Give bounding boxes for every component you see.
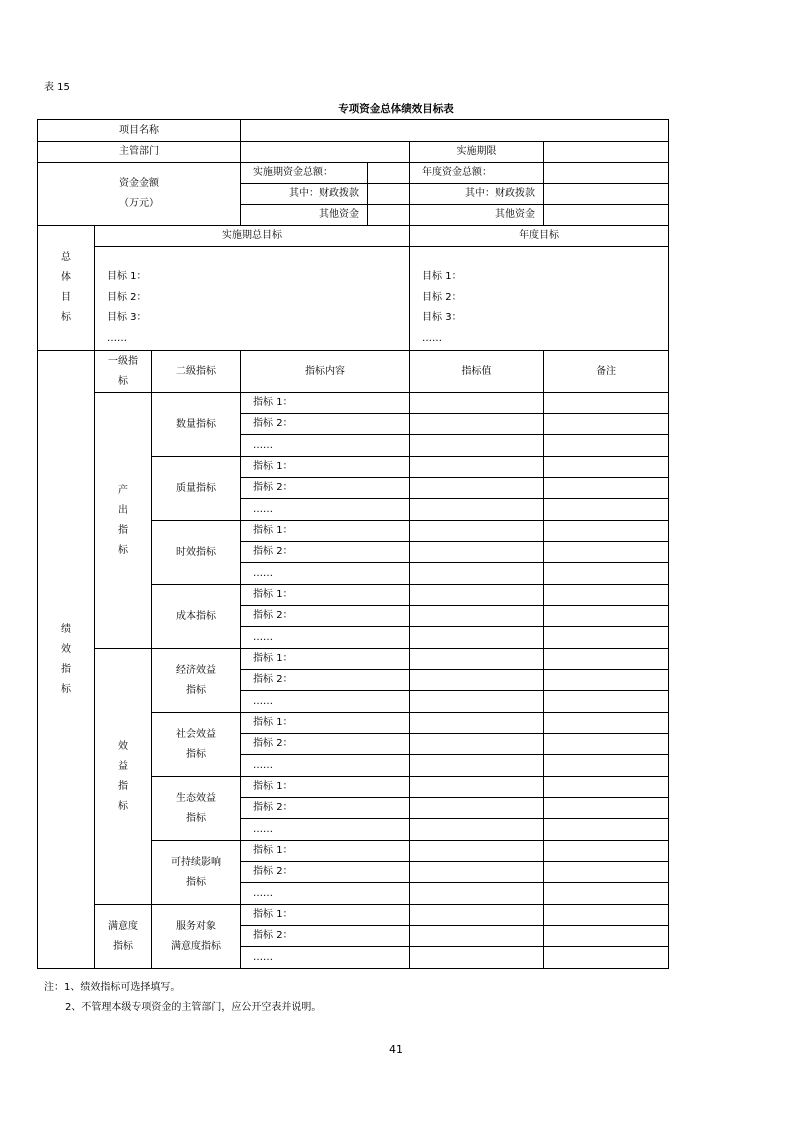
indicator-remark-cell[interactable] [544, 393, 669, 414]
annual-goal-header: 年度目标 [410, 226, 669, 247]
note-1: 注：1、绩效指标可选择填写。 [44, 982, 181, 993]
indicator-content-cell[interactable]: …… [241, 691, 410, 713]
level2-indicator-text: 指标 [186, 748, 207, 760]
indicator-value-cell[interactable] [410, 457, 544, 478]
indicator-value-cell[interactable] [410, 841, 544, 862]
other-value-a[interactable] [368, 205, 410, 226]
indicator-value-cell[interactable] [410, 691, 544, 713]
level2-indicator-cell [152, 457, 241, 521]
level2-indicator-text: 社会效益 [176, 728, 217, 740]
indicator-value-cell[interactable] [410, 670, 544, 691]
overall-char: 标 [61, 312, 71, 323]
indicator-remark-cell[interactable] [544, 627, 669, 649]
indicator-remark-cell[interactable] [544, 905, 669, 926]
indicator-value-cell[interactable] [410, 393, 544, 414]
annual-total-value[interactable] [544, 163, 669, 184]
other-value-b[interactable] [544, 205, 669, 226]
goal-line: 目标 1： [107, 271, 147, 282]
indicator-remark-cell[interactable] [544, 435, 669, 457]
goal-line: 目标 2： [422, 291, 462, 303]
level2-indicator-cell [152, 841, 241, 905]
level2-indicator-cell [152, 777, 241, 841]
indicator-value-cell[interactable] [410, 499, 544, 521]
performance-indicator-label [38, 351, 95, 969]
content-header: 指标内容 [241, 351, 410, 393]
indicator-remark-cell[interactable] [544, 414, 669, 435]
fiscal-label-a: 其中：财政拨款 [241, 184, 368, 205]
indicator-content-cell[interactable]: 指标 1： [241, 521, 410, 542]
level1-indicator-text: 益 [118, 760, 128, 772]
fiscal-value-b[interactable] [544, 184, 669, 205]
table-number: 表 15 [44, 82, 70, 93]
level2-indicator-text: 生态效益 [176, 792, 217, 804]
indicator-row [38, 649, 669, 670]
level1-header [95, 351, 152, 393]
level1-indicator-text: 出 [118, 504, 128, 516]
value-header: 指标值 [410, 351, 544, 393]
indicator-value-cell[interactable] [410, 563, 544, 585]
indicator-content-cell[interactable]: 指标 1： [241, 777, 410, 798]
goal-line: …… [107, 332, 127, 344]
project-name-label: 项目名称 [38, 120, 241, 142]
fiscal-value-a[interactable] [368, 184, 410, 205]
indicator-remark-cell[interactable] [544, 563, 669, 585]
performance-char: 指 [61, 663, 71, 675]
table-title: 专项资金总体绩效目标表 [338, 103, 454, 115]
indicator-value-cell[interactable] [410, 521, 544, 542]
indicator-remark-cell[interactable] [544, 926, 669, 947]
level1-indicator-cell [95, 649, 152, 905]
level2-indicator-cell [152, 713, 241, 777]
level1-indicator-text: 标 [118, 800, 128, 812]
fund-amount-text: 资金金额 [119, 178, 160, 189]
goal-line: …… [422, 332, 443, 344]
overall-char: 体 [61, 272, 71, 283]
indicator-content-cell[interactable]: …… [241, 947, 410, 969]
department-value[interactable] [241, 142, 410, 163]
indicator-value-cell[interactable] [410, 649, 544, 670]
indicator-value-cell[interactable] [410, 755, 544, 777]
goal-line: 目标 1： [422, 271, 462, 282]
period-goal-header: 实施期总目标 [95, 226, 410, 247]
indicator-remark-cell[interactable] [544, 499, 669, 521]
period-total-value[interactable] [368, 163, 410, 184]
indicator-content-cell[interactable]: …… [241, 563, 410, 585]
level1-indicator-text: 满意度 [108, 920, 138, 932]
level1-indicator-text: 指 [118, 524, 128, 536]
indicator-remark-cell[interactable] [544, 457, 669, 478]
page-number: 41 [389, 1043, 403, 1056]
level2-indicator-text: 经济效益 [176, 664, 217, 676]
level1-indicator-text: 产 [118, 484, 128, 496]
goal-line: 目标 3： [422, 312, 462, 323]
indicator-content-cell[interactable]: 指标 2： [241, 606, 410, 627]
indicator-remark-cell[interactable] [544, 478, 669, 499]
indicator-row [38, 393, 669, 414]
level2-indicator-text: 数量指标 [176, 418, 217, 430]
level1-indicator-text: 指 [118, 780, 128, 792]
fund-unit-text: （万元） [119, 198, 160, 209]
level2-indicator-text: 成本指标 [176, 610, 217, 622]
indicator-remark-cell[interactable] [544, 542, 669, 563]
level2-header: 二级指标 [152, 351, 241, 393]
indicator-content-cell[interactable]: …… [241, 883, 410, 905]
other-label-b: 其他资金 [410, 205, 544, 226]
performance-char: 效 [61, 643, 71, 655]
level1-indicator-cell [95, 905, 152, 969]
annual-goals-cell[interactable] [410, 247, 669, 351]
overall-goal-label [38, 226, 95, 351]
indicator-value-cell[interactable] [410, 926, 544, 947]
indicator-value-cell[interactable] [410, 606, 544, 627]
indicator-content-cell[interactable]: 指标 1： [241, 393, 410, 414]
notes [44, 978, 321, 1018]
indicator-content-cell[interactable]: 指标 2： [241, 734, 410, 755]
indicator-value-cell[interactable] [410, 713, 544, 734]
level2-indicator-text: 指标 [186, 684, 207, 696]
indicator-content-cell[interactable]: 指标 2： [241, 862, 410, 883]
level2-indicator-cell [152, 521, 241, 585]
period-goals-cell[interactable] [95, 247, 410, 351]
indicator-content-cell[interactable]: …… [241, 435, 410, 457]
period-label: 实施期限 [410, 142, 544, 163]
level1-indicator-text: 标 [118, 544, 128, 556]
indicator-remark-cell[interactable] [544, 777, 669, 798]
indicator-remark-cell[interactable] [544, 691, 669, 713]
other-label-a: 其他资金 [241, 205, 368, 226]
indicator-content-cell[interactable]: …… [241, 499, 410, 521]
level1-indicator-text: 指标 [113, 940, 133, 952]
indicator-value-cell[interactable] [410, 542, 544, 563]
indicator-content-cell[interactable]: 指标 1： [241, 841, 410, 862]
indicator-value-cell[interactable] [410, 883, 544, 905]
indicator-row [38, 905, 669, 926]
indicator-content-cell[interactable]: 指标 1： [241, 457, 410, 478]
performance-char: 标 [61, 683, 71, 695]
indicator-content-cell[interactable]: 指标 1： [241, 713, 410, 734]
indicator-value-cell[interactable] [410, 777, 544, 798]
indicator-content-cell[interactable]: 指标 1： [241, 905, 410, 926]
level2-indicator-cell [152, 585, 241, 649]
level2-indicator-text: 可持续影响 [171, 856, 222, 868]
indicator-content-cell[interactable]: 指标 2： [241, 670, 410, 691]
indicator-remark-cell[interactable] [544, 670, 669, 691]
indicator-value-cell[interactable] [410, 862, 544, 883]
indicator-remark-cell[interactable] [544, 755, 669, 777]
period-value[interactable] [544, 142, 669, 163]
level1-indicator-cell [95, 393, 152, 649]
indicator-content-cell[interactable]: …… [241, 819, 410, 841]
indicator-value-cell[interactable] [410, 478, 544, 499]
level1-header-line: 一级指 [108, 355, 138, 367]
indicator-value-cell[interactable] [410, 734, 544, 755]
indicator-remark-cell[interactable] [544, 798, 669, 819]
indicator-remark-cell[interactable] [544, 521, 669, 542]
indicator-content-cell[interactable]: 指标 2： [241, 926, 410, 947]
annual-total-label: 年度资金总额： [410, 163, 544, 184]
level2-indicator-text: 服务对象 [176, 920, 217, 932]
level2-indicator-text: 质量指标 [176, 482, 217, 494]
indicator-value-cell[interactable] [410, 414, 544, 435]
department-label: 主管部门 [38, 142, 241, 163]
indicator-content-cell[interactable]: 指标 2： [241, 414, 410, 435]
indicator-value-cell[interactable] [410, 905, 544, 926]
level2-indicator-cell [152, 905, 241, 969]
fiscal-label-b: 其中：财政拨款 [410, 184, 544, 205]
note-2: 2、不管理本级专项资金的主管部门，应公开空表并说明。 [65, 1002, 322, 1013]
indicator-value-cell[interactable] [410, 819, 544, 841]
level2-indicator-text: 指标 [186, 812, 207, 824]
indicator-value-cell[interactable] [410, 585, 544, 606]
indicator-remark-cell[interactable] [544, 819, 669, 841]
indicator-value-cell[interactable] [410, 435, 544, 457]
indicator-content-cell[interactable]: 指标 1： [241, 585, 410, 606]
overall-char: 目 [61, 292, 71, 303]
indicator-remark-cell[interactable] [544, 606, 669, 627]
indicator-content-cell[interactable]: 指标 2： [241, 478, 410, 499]
project-name-value[interactable] [241, 120, 669, 142]
indicator-remark-cell[interactable] [544, 862, 669, 883]
overall-char: 总 [61, 252, 71, 263]
level1-header-line: 标 [118, 375, 128, 387]
level2-indicator-cell [152, 649, 241, 713]
indicator-remark-cell[interactable] [544, 947, 669, 969]
level1-indicator-text: 效 [118, 740, 128, 752]
indicator-remark-cell[interactable] [544, 585, 669, 606]
indicator-value-cell[interactable] [410, 798, 544, 819]
goal-line: 目标 3： [107, 312, 147, 323]
fund-amount-label [38, 163, 241, 226]
indicator-remark-cell[interactable] [544, 883, 669, 905]
remark-header: 备注 [544, 351, 669, 393]
indicator-value-cell[interactable] [410, 627, 544, 649]
indicator-value-cell[interactable] [410, 947, 544, 969]
indicator-content-cell[interactable]: 指标 2： [241, 542, 410, 563]
level2-indicator-text: 满意度指标 [171, 940, 222, 952]
level2-indicator-cell [152, 393, 241, 457]
indicator-remark-cell[interactable] [544, 841, 669, 862]
level2-indicator-text: 时效指标 [176, 546, 217, 558]
level2-indicator-text: 指标 [186, 876, 207, 888]
indicator-content-cell[interactable]: …… [241, 627, 410, 649]
indicator-content-cell[interactable]: 指标 2： [241, 798, 410, 819]
indicator-remark-cell[interactable] [544, 713, 669, 734]
indicator-content-cell[interactable]: 指标 1： [241, 649, 410, 670]
performance-char: 绩 [61, 623, 71, 635]
indicator-content-cell[interactable]: …… [241, 755, 410, 777]
indicator-remark-cell[interactable] [544, 734, 669, 755]
performance-goal-table [37, 119, 669, 969]
goal-line: 目标 2： [107, 291, 147, 303]
period-total-label: 实施期资金总额： [241, 163, 368, 184]
indicator-remark-cell[interactable] [544, 649, 669, 670]
